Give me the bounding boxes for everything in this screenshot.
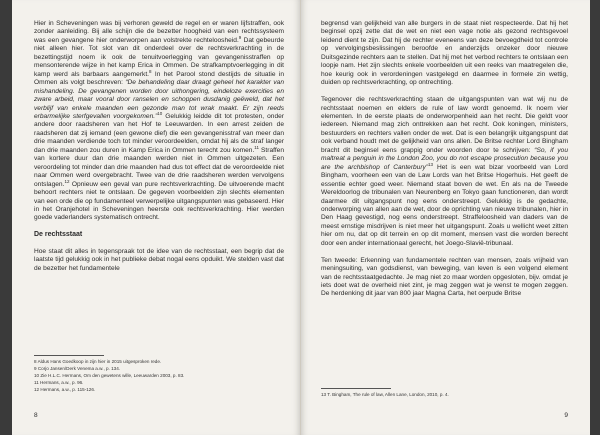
footnote: 11 Hermans, a.w., p. 96.	[34, 379, 84, 385]
quote-bingham: “So, if you maltreat a penguin in the London Zoo, you do not escape prosecution because you are the archbishop of Canterbury”	[321, 146, 569, 171]
left-footnotes	[34, 359, 270, 394]
right-body-text	[321, 20, 568, 307]
book-spread	[12, 0, 590, 435]
left-body-text	[34, 20, 284, 282]
page-number-left: 8	[34, 412, 38, 419]
page-number-right: 9	[564, 412, 568, 419]
footnote: 9 Corjo Jansen/Derk Venema a.w., p. 134.	[34, 365, 121, 371]
footnote: 13 T. Bingham, The rule of law, Allen Lane, London, 2010, p. 4.	[321, 392, 449, 397]
quote-parool: “De behandeling daar draagt geheel het karakter van mishandeling. De gevangenen worden door uithongering, eindeloze exercities en zware arbeid, maar vooral door ranselen en schoppen dusdanig geëweld, dat het verblijf van enkele maanden een gezonde man tot wrak maakt. Er zijn reeds erbarmelijke sterfgevallen voorgekomen.”	[34, 79, 284, 120]
footnote-ref: 11	[254, 144, 259, 150]
footnote: 8 Aldus Hans Goedkoop in zijn hier in 2015 uitgesproken rede.	[34, 359, 162, 364]
footnote-ref: 10	[157, 110, 163, 116]
footnote-ref: 9	[238, 34, 242, 40]
left-page	[12, 0, 301, 435]
left-paragraph-2: Hoe staat dit alles in tegenspraak tot de idee van de rechtsstaat, een begrip dat de laatste tijd gelukkig ook in het publieke debat nogal eens opduikt. We stelden vast dat de bezetter het fundamentele	[34, 247, 284, 272]
right-paragraph-3: Ten tweede: Erkenning van fundamentele rechten van mensen, zoals vrijheid van meningsuiting, van godsdienst, van beweging, van leven is een volgend element van de rechtsstaatgedachte. Je mag niet zo maar worden opgesloten, bijv. omdat je iets doet wat de overheid niet zint, je mag zeggen wat je wenst te mogen zeggen. De herdenking dit jaar van 800 jaar Magna Carta, het oerpude Britse	[321, 256, 568, 298]
right-page	[301, 0, 590, 435]
footnote-ref: 13	[428, 161, 434, 167]
footnote: 12 Hermans, a.w., p. 115-126.	[34, 386, 96, 392]
footnote-ref: 12	[64, 178, 70, 184]
footnote: 10 Zie H.L.C. Hermans, Om den gewetens wille, Leeuwarden 2003, p. 83.	[34, 372, 185, 378]
right-paragraph-2: Tegenover die rechtsverkrachting staan de uitgangspunten van wat wij nu de rechtsstaat noemen en elders de rule of law wordt genoemd. Ik noem vier elementen. In de eerste plaats de onderworpenheid aan het recht. Die geldt voor iedereen. Niemand mag zich onttrekken aan het recht. Ook koningen, ministers, bestuurders en rechters vallen onder de wet. Dat is een belangrijk uitgangspunt dat ook verband houdt met de gelijkheid van ons allen. De Britse rechter Lord Bingham bracht dit beginsel eens grappig onder woorden door te schrijven: “So, if you maltreat a penguin in the London Zoo, you do not escape prosecution because you are the archbishop of Canterbury”$^{13}$ Het is een wat bizar voorbeeld van Lord Bingham, voorheen een van de Law Lords van het Britse Hogerhuis. Het geeft de essentie echter goed weer. Niemand staat boven de wet. En als na de Tweede Wereldoorlog de tribunalen van Neurenberg en Tokyo gaan functioneren, dan wordt daarmee dit uitgangspunt nog eens onderstreept. Gelukkig is de gedachte, onderworping van allen aan de wet, door de oprichting van nieuwe tribunalen, hier in Den Haag gevestigd, nog eens onderstreept. Straffeloosheid van daders van de meest ernstige misdrijven is niet meer het uitgangspunt. Zoals u wellicht weet zitten hier om nu, dat op dit terrein en op dit moment, mensen vast die worden berecht door een ander internationaal gerecht, het Joego-Slavië-tribunaal.	[321, 96, 569, 247]
section-heading: De rechtsstaat	[34, 231, 83, 239]
left-paragraph-1: Hier in Scheveningen was bij verhoren geweld de regel en er waren lijfstraffen, ook zonder aanleiding. Bij alle schijn die de bezetter hoogheid van een rechtssysteem was een gevangene hier onderworpen aan volstrekte rechteloosheid.$^9$ Dat gebeurde niet alleen hier. Tot slot van dit onderdeel over de rechtsverkrachting in de bezettingstijd noem ik ook de tenuitvoerlegging van gevangenisstraffen op mensonterende wijze in het kamp Erica in Ommen. De strafkamptvoerlegging in dit kamp werd als barbaars aangemerkt.$^8$ In het Parool stond destijds de situatie in Ommen als volgt beschreven: “De behandeling daar draagt geheel het karakter van mishandeling. De gevangenen worden door uithongering, eindeloze exercities en zware arbeid, maar vooral door ranselen en schoppen dusdanig geëweld, dat het verblijf van enkele maanden een gezonde man tot wrak maakt. Er zijn reeds erbarmelijke sterfgevallen voorgekomen.”$^{10}$ Gelukkig leidde dit tot protesten, onder andere door raadsheren van het Hof te Leeuwarden. In een arrest zeiden de raadsheren dat zij iemand (een gewone dief) die een gevangenisstraf van meer dan drie maanden verdiende toch tot minder veroordeelden, omdat hij als de straf langer dan drie maanden zou duren in Kamp Erica in Ommen terecht zou komen.$^{11}$ Straffen van kortere duur dan drie maanden werden niet in Ommen uitgezeten. Een veroordeling tot minder dan drie maanden had dus tot effect dat de veroordeelde niet naar Ommen werd overgebracht. Twee van de drie raadsheren werden vervolgens ontslagen.$^{12}$ Opnieuw een geval van pure rechtsverkrachting. De uitvoerende macht behoort rechters niet te ontslaan. De gegeven voorbeelden zijn slechts elementen van een orde die op fundamenteel verwerpelijke uitgangspunten was gebaseerd. Hier in het Oranjehotel in Scheveningen heerste ook rechtsverkrachting. Hier werden goede vaderlanders systematisch ontrecht.	[34, 20, 285, 222]
footnote-ref: 8	[148, 68, 152, 74]
footnote-rule	[321, 388, 391, 389]
footnote-rule	[34, 355, 104, 356]
right-paragraph-1: begrensd van gelijkheid van alle burgers in de staat niet respecteerde. Dat hij het beginsel opzij zette dat de wet en niet een vage notie als gezond rechtsgevoel leidend dient te zijn. Dat hij de rechter eveneens van deze bevoegdheid tot controle op vervolgingsbeslissingen beroofde en anderzijds onzeker door nieuwe Duitsgezinde rechters aan te stellen. Dat hij met het verbod rechters te ontslaan een loopje nam. Het zijn slechts enkele voorbeelden uit een reeks van maatregelen die, hoe keurig ook in verordeningen vastgelegd en daarmee in formele zin wettig, duiden op rechtsverkrachting, op ontrechting.	[321, 20, 568, 87]
right-footnotes	[321, 392, 560, 399]
